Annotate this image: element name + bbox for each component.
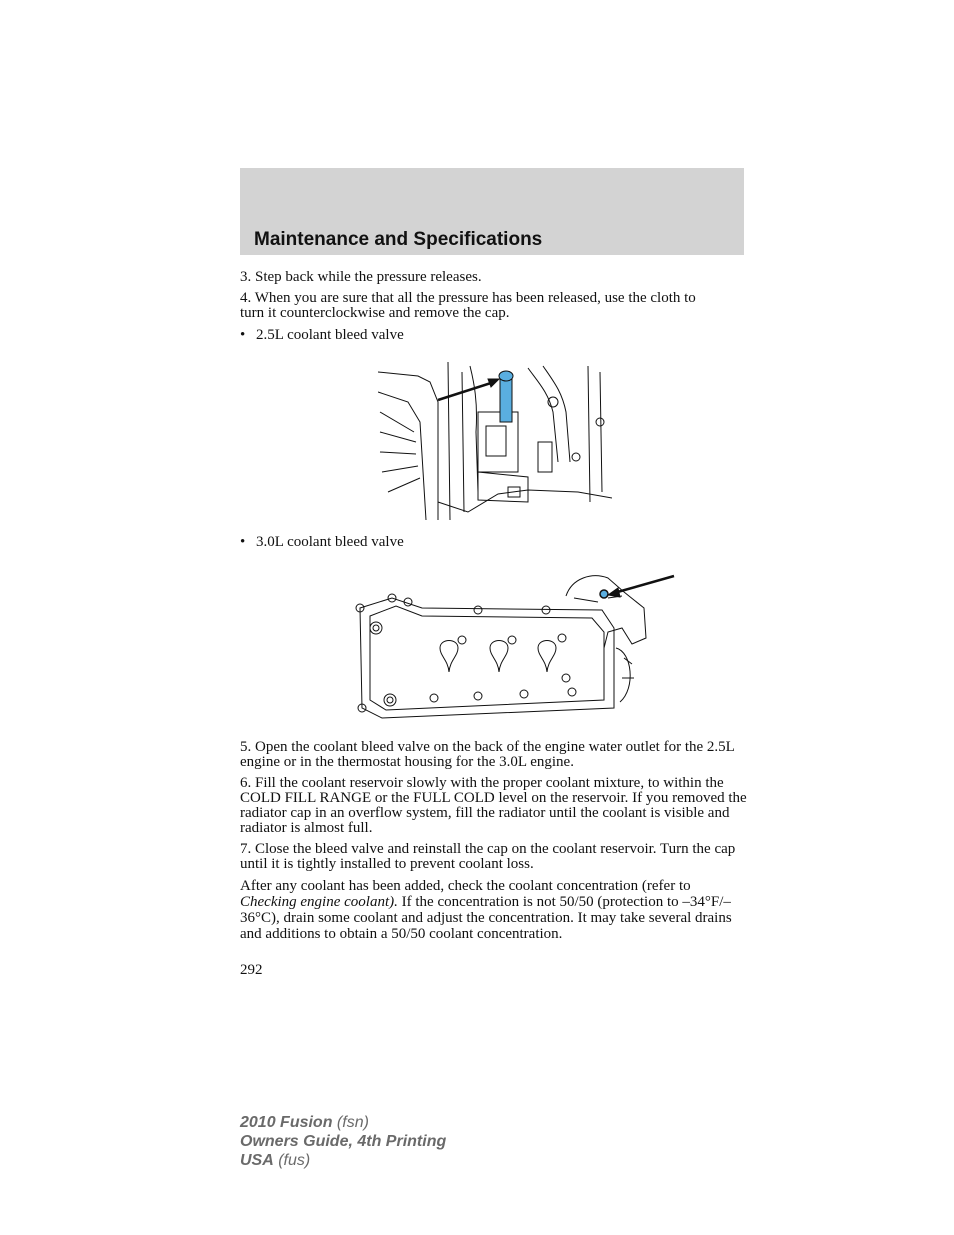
section-title: Maintenance and Specifications <box>254 229 543 250</box>
footer <box>240 1113 446 1170</box>
bullet-2-5l-text: 2.5L coolant bleed valve <box>256 327 404 343</box>
figure-3-0l-bleed-valve <box>352 568 678 722</box>
footer-line-3 <box>240 1151 446 1170</box>
concentration-paragraph <box>240 878 750 942</box>
page-number: 292 <box>240 962 263 978</box>
step-7: 7. Close the bleed valve and reinstall the cap on the coolant reservoir. Turn the cap until it is tightly installed to prevent coolant loss. <box>240 841 736 872</box>
bullet-3-0l: • 3.0L coolant bleed valve <box>240 534 404 550</box>
footer-model: 2010 Fusion <box>240 1114 333 1131</box>
step-4: 4. When you are sure that all the pressure has been released, use the cloth to turn it counterclockwise and remove the cap. <box>240 290 696 321</box>
footer-region-code: (fus) <box>273 1152 311 1169</box>
footer-line-2 <box>240 1132 446 1151</box>
footer-region: USA <box>240 1152 274 1169</box>
cross-reference-link: Checking engine coolant). <box>240 894 398 910</box>
figure-2-5l-bleed-valve <box>378 362 612 520</box>
concentration-text-start: After any coolant has been added, check the coolant concentration (refer to <box>240 878 691 894</box>
bullet-2-5l: • 2.5L coolant bleed valve <box>240 327 404 343</box>
step-3: 3. Step back while the pressure releases. <box>240 269 482 285</box>
footer-line-1 <box>240 1113 446 1132</box>
footer-printing: Owners Guide, 4th Printing <box>240 1133 447 1150</box>
step-6: 6. Fill the coolant reservoir slowly with the proper coolant mixture, to within the COLD FILL RANGE or the FULL COLD level on the reservoir. If you removed the radiator cap in an overflow system, fill the radiator until the coolant is visible and radiator is almost full. <box>240 775 747 836</box>
step-5: 5. Open the coolant bleed valve on the back of the engine water outlet for the 2.5L engine or in the thermostat housing for the 3.0L engine. <box>240 739 735 770</box>
bullet-3-0l-text: 3.0L coolant bleed valve <box>256 534 404 550</box>
section-header-band <box>240 168 744 255</box>
concentration-text-end: If the concentration is not 50/50 (protection to –34°F/–36°C), drain some coolant and adjust the concentration. It may take several drains and additions to obtain a 50/50 coolant concentration. <box>240 894 732 942</box>
footer-model-code: (fsn) <box>332 1114 369 1131</box>
